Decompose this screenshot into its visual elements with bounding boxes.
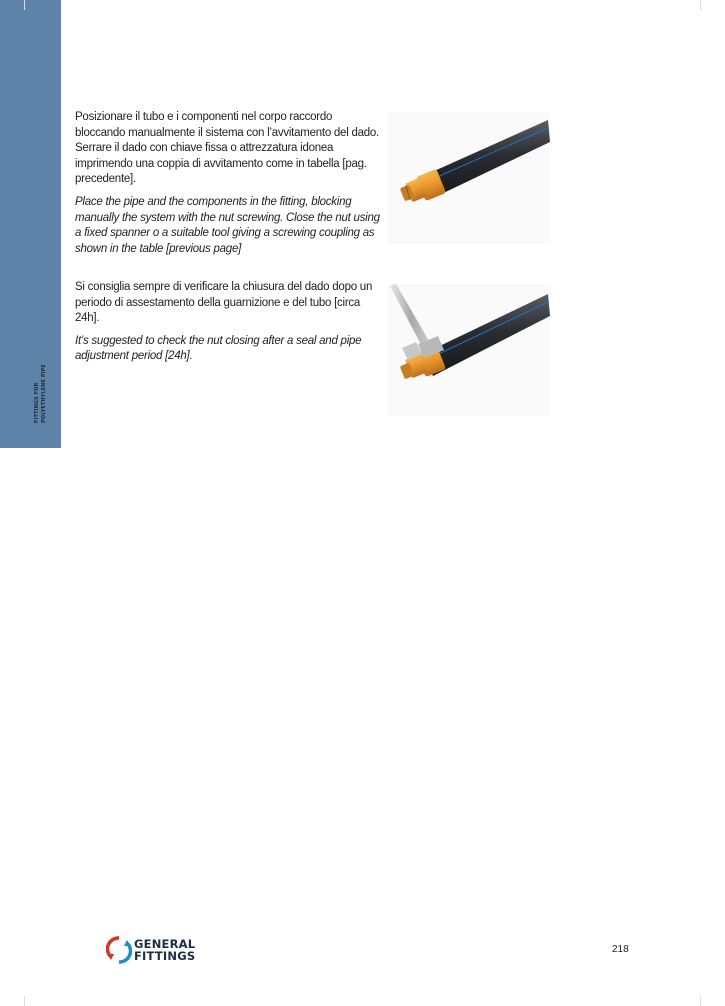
sidebar-label-line2: POLYETHYLENE PIPE bbox=[41, 364, 47, 423]
logo-line2: FITTINGS bbox=[134, 949, 196, 963]
crop-mark bbox=[24, 996, 25, 1006]
pipe-spanner-photo bbox=[388, 284, 550, 416]
page-number: 218 bbox=[612, 944, 629, 955]
step-text-italian: Si consiglia sempre di verificare la chiusura del dado dopo un periodo di assestamento della guarnizione e del tubo [circa 24h]. bbox=[75, 281, 373, 325]
logo-wordmark bbox=[134, 938, 195, 962]
sidebar-label-line1: FITTINGS FOR bbox=[34, 382, 40, 423]
crop-mark bbox=[24, 0, 25, 10]
logo-line1: GENERAL bbox=[134, 937, 196, 951]
step-text-english: Place the pipe and the components in the fitting, blocking manually the system with the nut screwing. Close the nut using a fixed spanner o a suitable tool giving a screwing coupling as shown in the table [previous page] bbox=[75, 195, 380, 255]
logo-icon bbox=[106, 936, 132, 964]
step-text-italian: Posizionare il tubo e i componenti nel corpo raccordo bloccando manualmente il sistema con l’avvitamento del dado. Serrare il dado con chiave fissa o attrezzatura idonea imprimendo una coppia di avvitamento come in tabella [pag. precedente]. bbox=[75, 111, 379, 186]
crop-mark bbox=[700, 996, 701, 1006]
step-text-english: It’s suggested to check the nut closing after a seal and pipe adjustment period [24h]. bbox=[75, 334, 362, 363]
sidebar-label bbox=[20, 364, 50, 428]
pipe-fitting-photo bbox=[388, 112, 550, 244]
installation-step-tighten bbox=[75, 110, 385, 264]
general-fittings-logo bbox=[106, 936, 206, 966]
installation-step-check bbox=[75, 280, 385, 372]
crop-mark bbox=[700, 0, 701, 10]
